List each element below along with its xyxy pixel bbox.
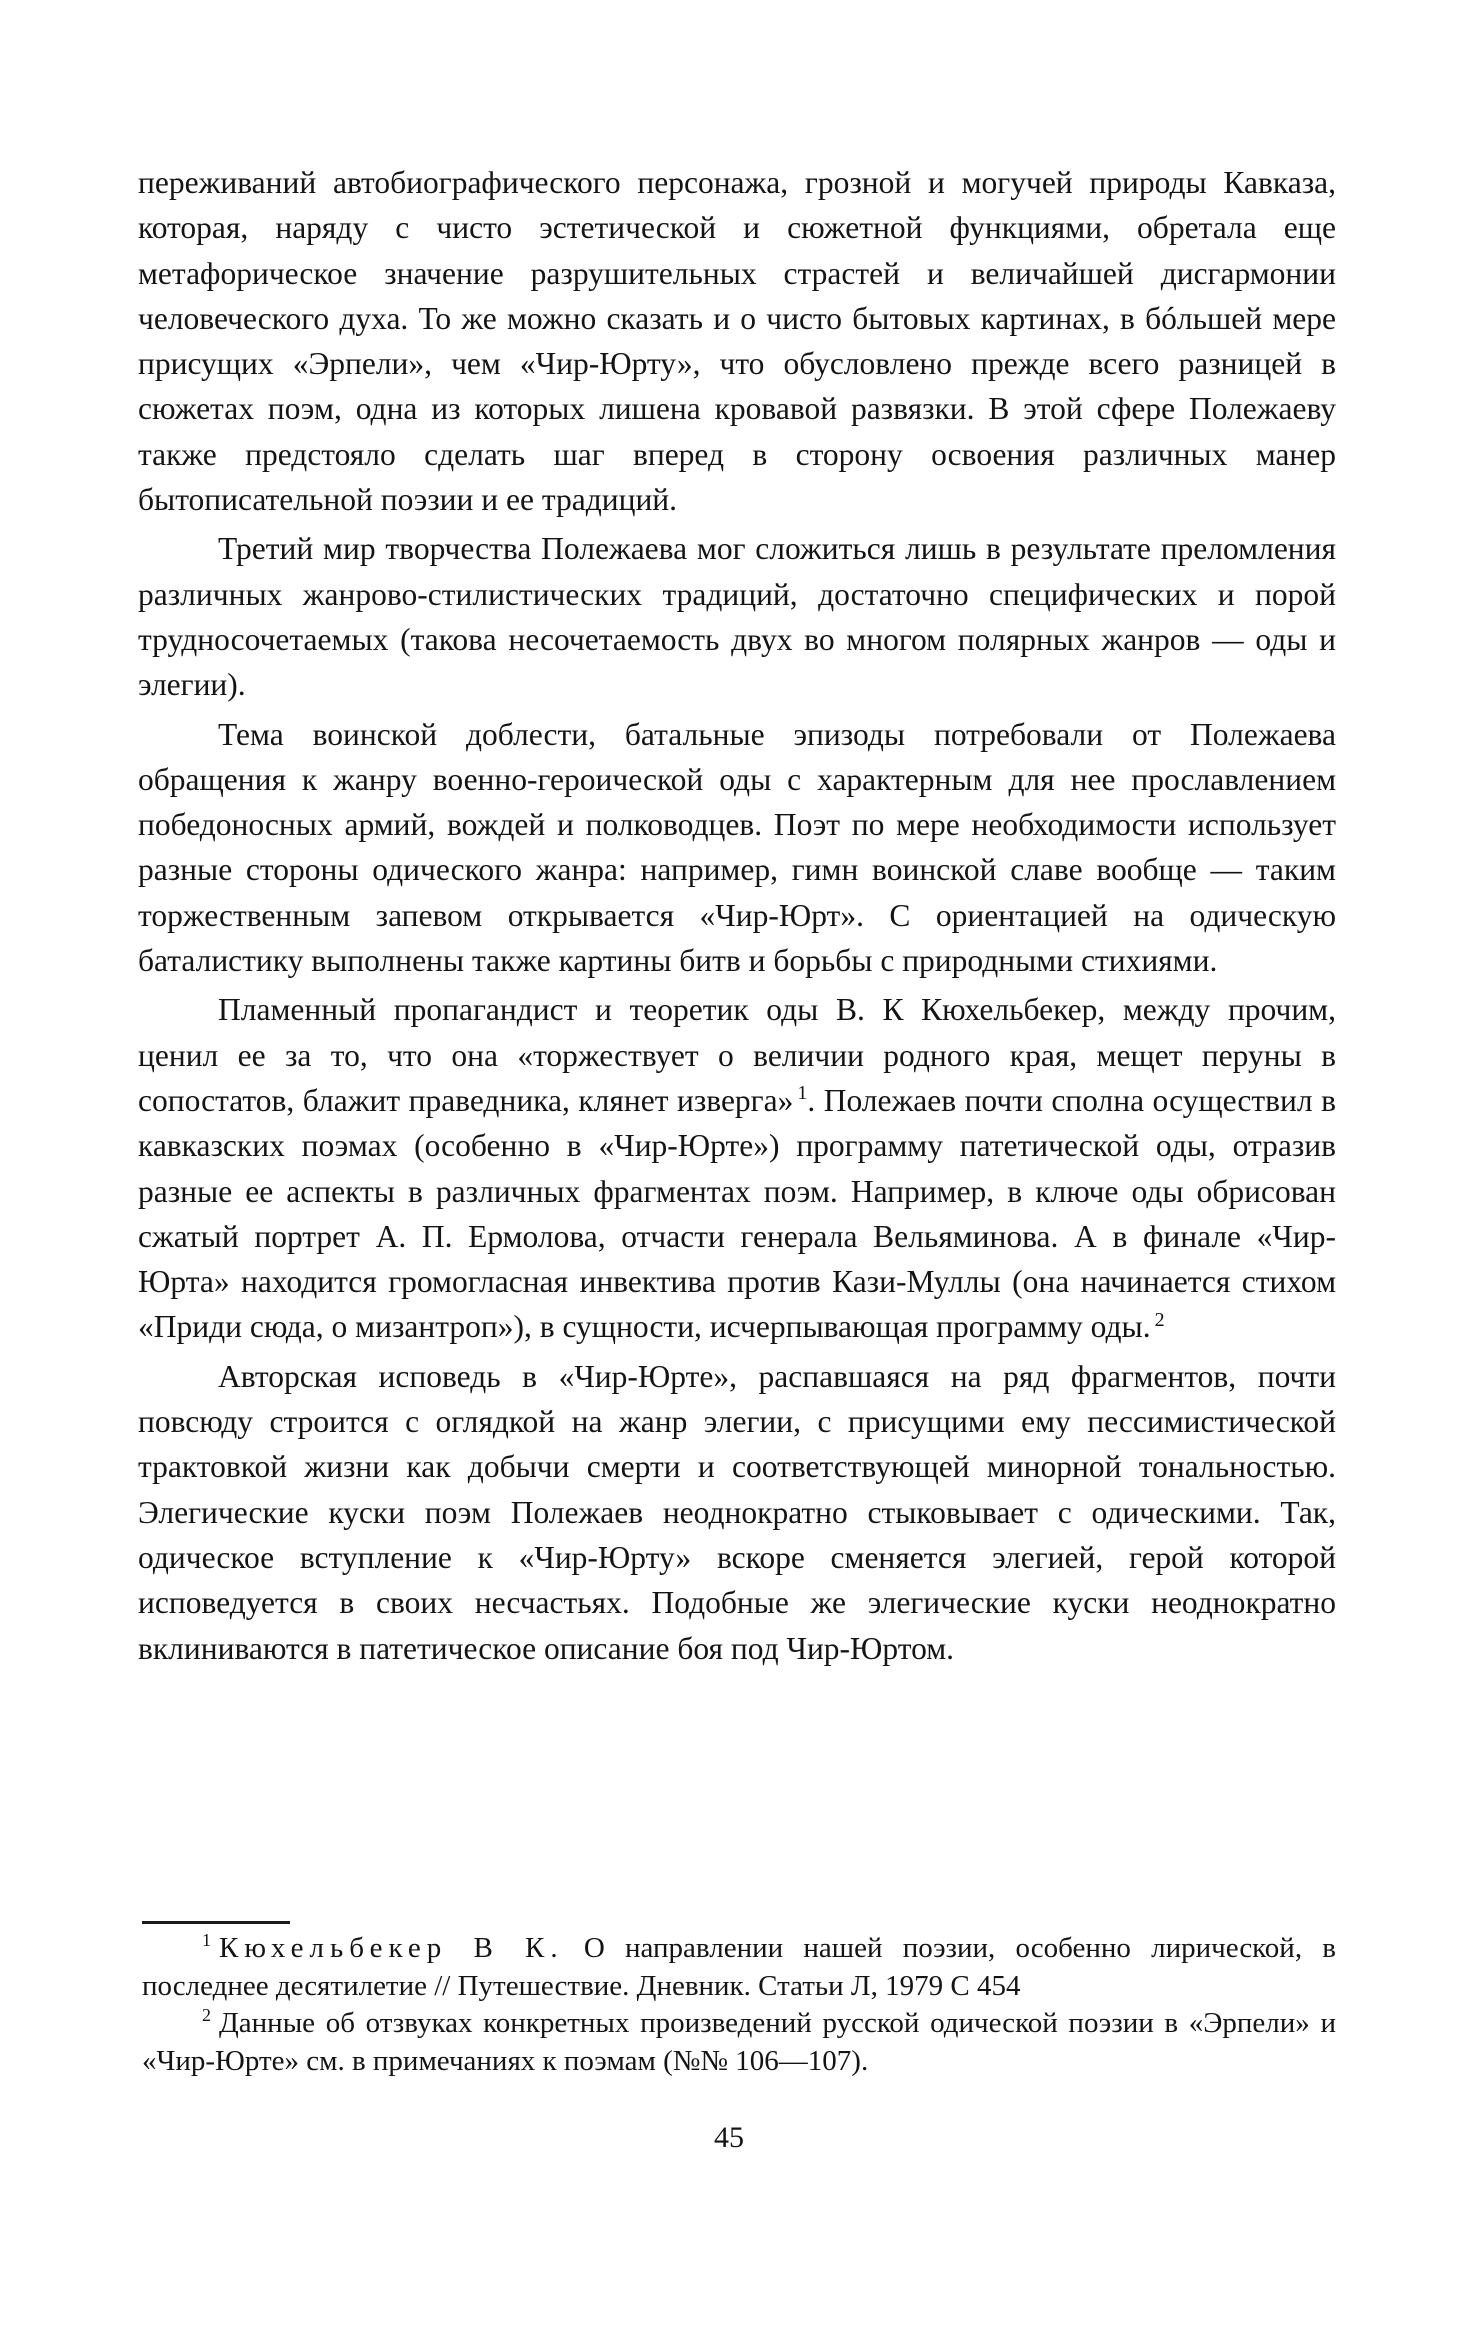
footnote-2-text: Данные об отзвуках конкретных произведений русской одической поэзии в «Эрпели» и «Чир-Юрте» см. в примечаниях к поэмам (№№ 106—107). <box>142 2007 1336 2077</box>
paragraph-5: Авторская исповедь в «Чир-Юрте», распавшаяся на ряд фрагментов, почти повсюду строится с оглядкой на жанр элегии, с присущими ему пессимистической трактовкой жизни как добычи смерти и соответствующей минорной тональностью. Элегические куски поэм Полежаев неоднократно стыковывает с одическими. Так, одическое вступление к «Чир-Юрту» вскоре сменяется элегией, герой которой исповедуется в своих несчастьях. Подобные же элегические куски неоднократно вклиниваются в патетическое описание боя под Чир-Юртом. <box>138 1358 1336 1666</box>
footnote-1-number: 1 <box>202 1930 211 1951</box>
page-number: 45 <box>714 2121 744 2154</box>
paragraph-4-text-after: . Полежаев почти сполна осуществил в кавказских поэмах (особенно в «Чир-Юрте») программу патетической оды, отразив разные ее аспекты в различных фрагментах поэм. Например, в ключе оды обрисован сжатый портрет А. П. Ермолова, отчасти генерала Вельяминова. А в финале «Чир-Юрта» находится громогласная инвектива против Кази-Муллы (она начинается стихом «Приди сюда, о мизантроп»), в сущности, исчерпывающая программу оды. <box>138 1082 1336 1345</box>
footnote-divider <box>142 1921 290 1924</box>
paragraph-3: Тема воинской доблести, батальные эпизоды потребовали от Полежаева обращения к жанру военно-героической оды с характерным для нее прославлением победоносных армий, вождей и полководцев. Поэт по мере необходимости использует разные стороны одического жанра: например, гимн воинской славе вообще — таким торжественным запевом открывается «Чир-Юрт». С ориентацией на одическую баталистику выполнены также картины битв и борьбы с природными стихиями. <box>138 716 1336 979</box>
footnote-1 <box>142 1930 1336 2005</box>
footnote-ref-1[interactable]: 1 <box>797 1082 808 1105</box>
paragraph-4-text-before: Пламенный пропагандист и теоретик оды В. К Кюхельбекер, между прочим, ценил ее за то, что она «торжествует о величии родного края, мещет перуны в сопостатов, блажит праведника, клянет изверга» <box>138 992 1336 1118</box>
footnote-2 <box>142 2005 1336 2080</box>
footnote-ref-2[interactable]: 2 <box>1154 1308 1165 1331</box>
footnote-1-author: Кюхельбекер В К. <box>219 1932 564 1964</box>
footnote-2-number: 2 <box>202 2005 211 2026</box>
paragraph-4 <box>138 987 1336 1349</box>
footnotes <box>142 1930 1336 2080</box>
paragraph-1: переживаний автобиографического персонажа, грозной и могучей природы Кавказа, которая, наряду с чисто эстетической и сюжетной функциями, обретала еще метафорическое значение разрушительных страстей и величайшей дисгармонии человеческого духа. То же можно сказать и о чисто бытовых картинах, в бóльшей мере присущих «Эрпели», чем «Чир-Юрту», что обусловлено прежде всего разницей в сюжетах поэм, одна из которых лишена кровавой развязки. В этой сфере Полежаеву также предстояло сделать шаг вперед в сторону освоения различных манер бытописательной поэзии и ее традиций. <box>138 165 1336 518</box>
footnote-1-text: О направлении нашей поэзии, особенно лирической, в последнее десятилетие // Путешествие. Дневник. Статьи Л, 1979 С 454 <box>142 1932 1336 2002</box>
main-text <box>138 160 1336 1671</box>
paragraph-2: Третий мир творчества Полежаева мог сложиться лишь в результате преломления различных жанрово-стилистических традиций, достаточно специфических и порой трудносочетаемых (такова несочетаемость двух во многом полярных жанров — оды и элегии). <box>138 531 1336 703</box>
